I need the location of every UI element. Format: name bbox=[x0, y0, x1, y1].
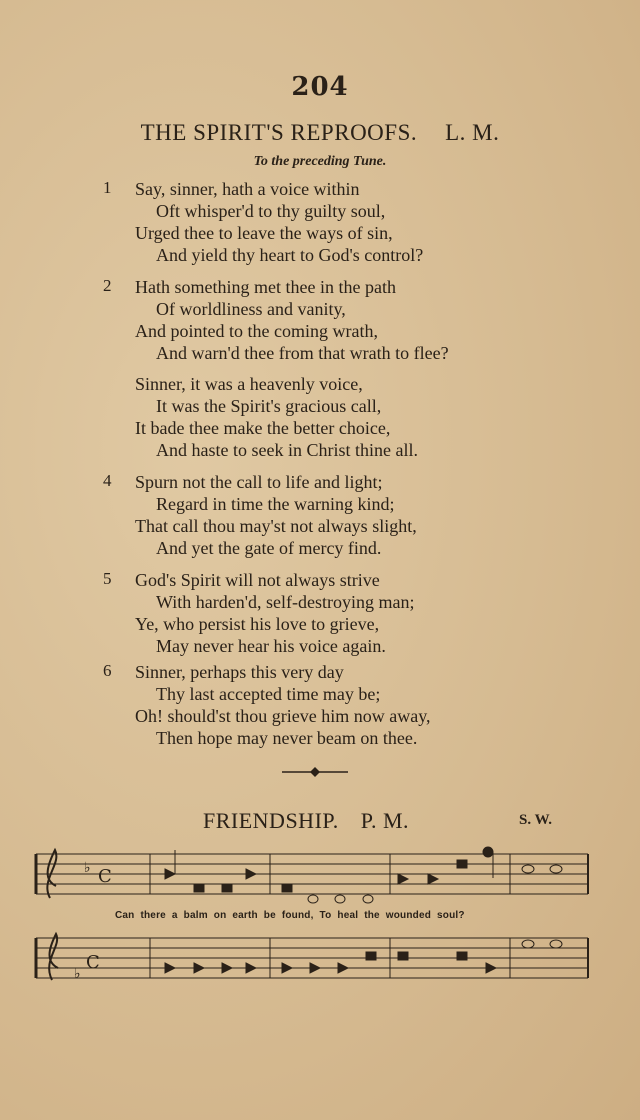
verse-line: Ye, who persist his love to grieve, bbox=[135, 614, 380, 634]
verse-line: Regard in time the warning kind; bbox=[156, 494, 395, 514]
stanza-number: 2 bbox=[103, 276, 112, 295]
verse-line: Sinner, it was a heavenly voice, bbox=[135, 374, 363, 394]
tune-title-text: FRIENDSHIP. bbox=[203, 808, 339, 833]
stanza-number: 4 bbox=[103, 471, 112, 490]
verse-line: Thy last accepted time may be; bbox=[156, 684, 381, 704]
verse-line: May never hear his voice again. bbox=[156, 636, 386, 656]
verse-line: Say, sinner, hath a voice within bbox=[135, 179, 360, 199]
tune-note: To the preceding Tune. bbox=[253, 154, 387, 169]
verse-line: It bade thee make the better choice, bbox=[135, 418, 391, 438]
verse-line: Hath something met thee in the path bbox=[135, 277, 396, 297]
section-divider bbox=[282, 766, 348, 778]
svg-text:♭: ♭ bbox=[74, 966, 81, 982]
verse-line: Oh! should'st thou grieve him now away, bbox=[135, 706, 431, 726]
treble-notes bbox=[47, 847, 562, 903]
verse-line: And warn'd thee from that wrath to flee? bbox=[156, 343, 449, 363]
tune-title bbox=[203, 808, 409, 834]
stanza-number: 5 bbox=[103, 569, 112, 588]
verse-line: Of worldliness and vanity, bbox=[156, 299, 346, 319]
svg-text:C: C bbox=[86, 952, 100, 973]
svg-text:C: C bbox=[98, 866, 112, 887]
verse-line: Oft whisper'd to thy guilty soul, bbox=[156, 201, 386, 221]
composer-initials: S. W. bbox=[519, 812, 552, 828]
stanza-6 bbox=[0, 661, 640, 749]
stanza-2 bbox=[0, 276, 640, 364]
stanza-5 bbox=[0, 569, 640, 657]
svg-text:♭: ♭ bbox=[84, 860, 91, 876]
stanza-number: 6 bbox=[103, 661, 112, 680]
stanza-number: 1 bbox=[103, 178, 112, 197]
verse-line: Then hope may never beam on thee. bbox=[156, 728, 418, 748]
stanza-4 bbox=[0, 471, 640, 559]
stanza-3 bbox=[0, 373, 640, 461]
verse-line: Spurn not the call to life and light; bbox=[135, 472, 383, 492]
verse-line: And yield thy heart to God's control? bbox=[156, 245, 424, 265]
verse-line: And pointed to the coming wrath, bbox=[135, 321, 378, 341]
verse-line: It was the Spirit's gracious call, bbox=[156, 396, 382, 416]
hymn-meter: L. M. bbox=[445, 120, 500, 145]
verse-line: Sinner, perhaps this very day bbox=[135, 662, 344, 682]
verse-line: God's Spirit will not always strive bbox=[135, 570, 380, 590]
hymn-title-text: THE SPIRIT'S REPROOFS. bbox=[140, 120, 418, 145]
verse-line: With harden'd, self-destroying man; bbox=[156, 592, 415, 612]
page-number: 204 bbox=[291, 72, 349, 102]
verse-line: And yet the gate of mercy find. bbox=[156, 538, 382, 558]
verse-line: Urged thee to leave the ways of sin, bbox=[135, 223, 393, 243]
tune-meter: P. M. bbox=[360, 808, 410, 833]
verse-line: That call thou may'st not always slight, bbox=[135, 516, 417, 536]
verse-line: And haste to seek in Christ thine all. bbox=[156, 440, 418, 460]
stanza-1 bbox=[0, 178, 640, 266]
treble-staff bbox=[36, 854, 588, 894]
tune-lyrics: Can there a balm on earth be found, To heal the wounded soul? bbox=[115, 910, 465, 921]
hymn-title bbox=[0, 120, 640, 146]
